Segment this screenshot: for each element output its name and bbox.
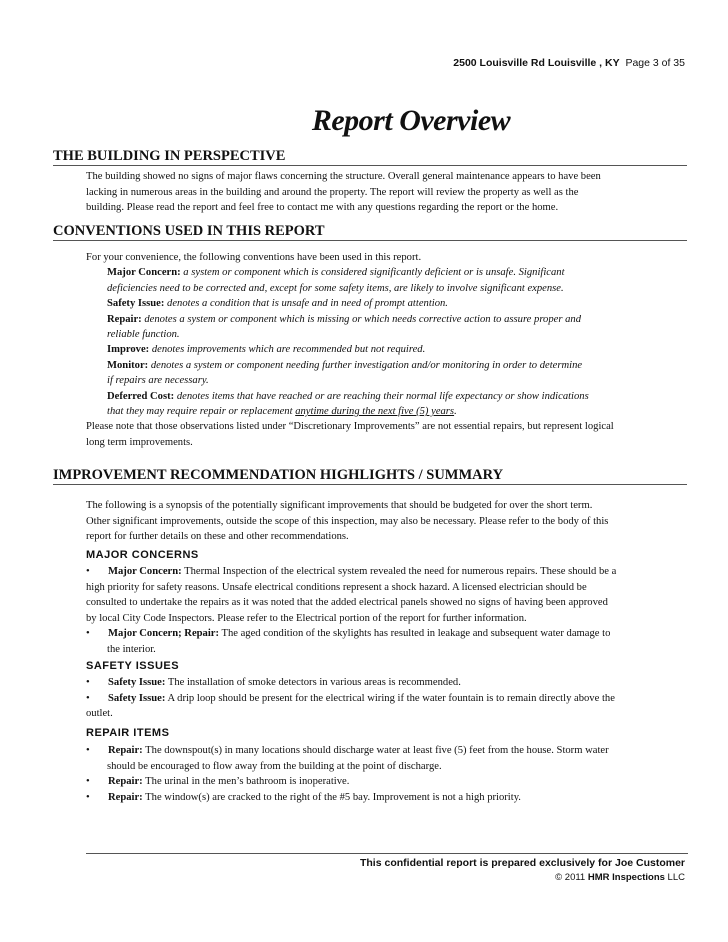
footer-copyright: © 2011 HMR Inspections LLC — [555, 872, 685, 883]
major-concerns-list: • Major Concern: Thermal Inspection of the electrical system revealed the need for numerous repairs. These should be a high priority for safety reasons. Unsafe electrical conditions represent a shock hazard. A licensed electrician should be consulted to undertake the repairs as it was noted that the added electrical panels showed no signs of having been approved by local City Code Inspectors. Please refer to the Electrical portion of the report for further information. • Major Concern; Repair: The aged condition of the skylights has resulted in leakage and subsequent water damage to the interior. — [86, 564, 688, 658]
header-address: 2500 Louisville Rd Louisville , KY — [453, 57, 620, 69]
section-heading-building: THE BUILDING IN PERSPECTIVE — [53, 147, 687, 166]
list-item: • Safety Issue: The installation of smoke detectors in various areas is recommended. — [86, 675, 688, 691]
bullet-icon: • — [86, 745, 90, 756]
list-item: • Major Concern: Thermal Inspection of the electrical system revealed the need for numerous repairs. These should be a — [86, 564, 688, 580]
repair-items-heading: REPAIR ITEMS — [86, 727, 170, 739]
bullet-icon: • — [86, 692, 90, 704]
list-item: • Major Concern; Repair: The aged condition of the skylights has resulted in leakage and subsequent water damage to — [86, 626, 688, 642]
bullet-icon: • — [86, 628, 90, 640]
major-concerns-heading: MAJOR CONCERNS — [86, 549, 199, 561]
repair-items-list: • Repair: The downspout(s) in many locations should discharge water at least five (5) feet from the house. Storm water should be encouraged to flow away from the building at the point of discharge. • Repair: The urinal in the men’s bathroom is inoperative. • Repair: The window(s) are cracked to the right of the #5 bay. Improvement is not a high priority. — [86, 743, 688, 805]
bullet-icon: • — [86, 776, 90, 788]
list-item: • Safety Issue: A drip loop should be present for the electrical wiring if the water fountain is to remain directly above the — [86, 691, 688, 707]
list-item: • Repair: The downspout(s) in many locations should discharge water at least five (5) feet from the house. Storm water — [86, 743, 688, 759]
header-page-number: Page 3 of 35 — [625, 57, 685, 69]
list-item: • Repair: The window(s) are cracked to the right of the #5 bay. Improvement is not a high priority. — [86, 790, 688, 806]
list-item: • Repair: The urinal in the men’s bathroom is inoperative. — [86, 774, 688, 790]
section-heading-conventions: CONVENTIONS USED IN THIS REPORT — [53, 222, 687, 241]
page-header — [453, 57, 685, 69]
footer-divider — [86, 853, 688, 854]
bullet-icon: • — [86, 677, 90, 688]
conventions-block: For your convenience, the following conventions have been used in this report. Major Concern: a system or component which is considered significantly deficient or is unsafe. Significant deficiencies need to be corrected and, except for some safety items, are likely to involve significant expense. Safety Issue: denotes a condition that is unsafe and in need of prompt attention. Repair: denotes a system or component which is missing or which needs corrective action to assure proper and reliable function. Improve: denotes improvements which are recommended but not required. Monitor: denotes a system or component needing further investigation and/or monitoring in order to determine if repairs are necessary. Deferred Cost: denotes items that have reached or are reaching their normal life expectancy or show indications that they may require repair or replacement anytime during the next five (5) years. Please note that those observations listed under “Discretionary Improvements” are not essential repairs, but represent logical long term improvements. — [86, 252, 614, 448]
page-title: Report Overview — [311, 104, 511, 137]
section-heading-summary: IMPROVEMENT RECOMMENDATION HIGHLIGHTS / SUMMARY — [53, 466, 687, 485]
bullet-icon: • — [86, 566, 90, 577]
summary-intro: The following is a synopsis of the potentially significant improvements that should be budgeted for over the short term. Other significant improvements, outside the scope of this inspection, may also be necessary. Please refer to the body of this report for further details on these and other recommendations. — [86, 500, 609, 543]
safety-issues-list: • Safety Issue: The installation of smoke detectors in various areas is recommended. • Safety Issue: A drip loop should be present for the electrical wiring if the water fountain is to remain directly above the outlet. — [86, 675, 688, 722]
footer-confidential: This confidential report is prepared exclusively for Joe Customer — [359, 857, 685, 869]
bullet-icon: • — [86, 791, 90, 803]
building-paragraph: The building showed no signs of major flaws concerning the structure. Overall general maintenance appears to have been lacking in numerous areas in the building and around the property. The report will review the property as well as the building. Please read the report and feel free to contact me with any questions regarding the report or the home. — [86, 171, 601, 214]
safety-issues-heading: SAFETY ISSUES — [86, 660, 180, 672]
